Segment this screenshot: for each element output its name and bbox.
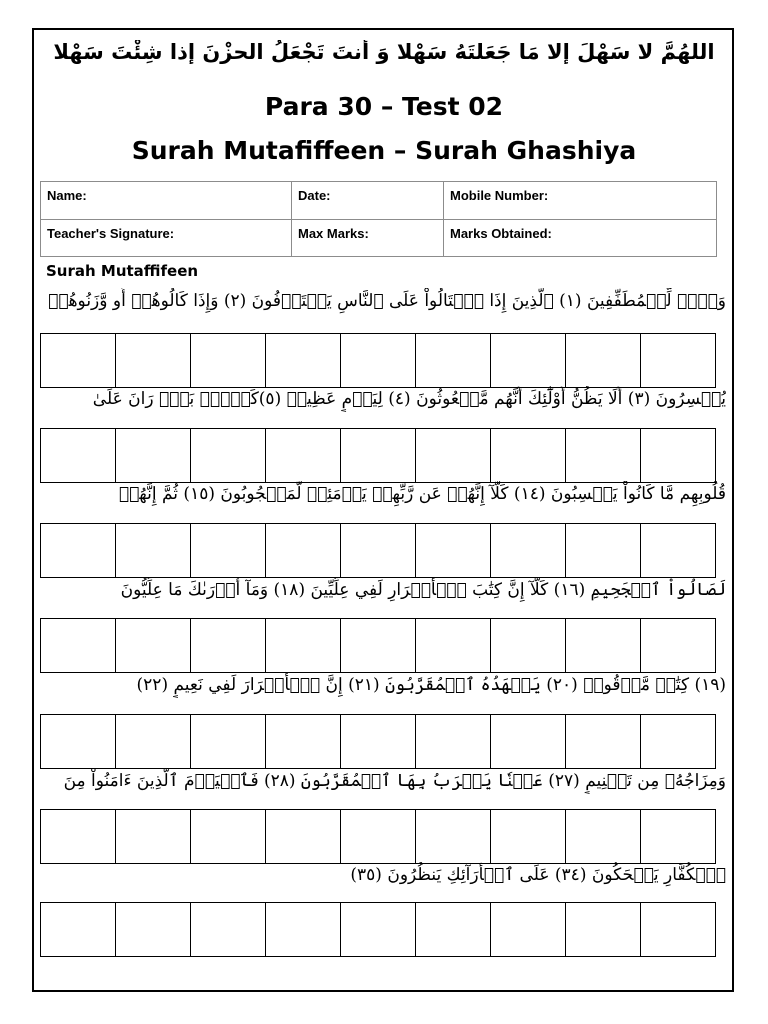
answer-cell[interactable]: [266, 810, 341, 863]
answer-cell[interactable]: [416, 524, 491, 577]
answer-cell[interactable]: [416, 903, 491, 956]
answer-cell[interactable]: [341, 334, 416, 387]
answer-cell[interactable]: [191, 334, 266, 387]
section-heading: Surah Mutaffifeen: [46, 262, 199, 280]
ayah-line: (١٩) كِتَٰبٞ مَّرۡقُومٞ (٢٠) يَشۡهَدُهُ ٱلۡمُقَرَّبُونَ (٢١) إِنَّ ٱلۡأَبۡرَارَ لَفِي نَعِيمٍ (٢٢): [136, 675, 726, 695]
answer-cell[interactable]: [491, 715, 566, 768]
marks-obtained-field[interactable]: Marks Obtained:: [444, 219, 717, 257]
answer-cell[interactable]: [566, 524, 641, 577]
answer-grid: [40, 618, 716, 673]
max-marks-field[interactable]: Max Marks:: [292, 219, 444, 257]
answer-cell[interactable]: [116, 810, 191, 863]
answer-cell[interactable]: [41, 429, 116, 482]
answer-cell[interactable]: [641, 524, 715, 577]
answer-cell[interactable]: [191, 429, 266, 482]
answer-cell[interactable]: [341, 810, 416, 863]
answer-cell[interactable]: [41, 810, 116, 863]
answer-cell[interactable]: [266, 334, 341, 387]
answer-cell[interactable]: [641, 903, 715, 956]
answer-cell[interactable]: [41, 619, 116, 672]
answer-cell[interactable]: [491, 524, 566, 577]
ayah-line: ٱلۡكُفَّارِ يَضۡحَكُونَ (٣٤) عَلَى ٱلۡأَرَآئِكِ يَنظُرُونَ (٣٥): [350, 865, 726, 885]
answer-cell[interactable]: [566, 715, 641, 768]
answer-cell[interactable]: [566, 903, 641, 956]
answer-cell[interactable]: [191, 619, 266, 672]
answer-cell[interactable]: [491, 429, 566, 482]
answer-cell[interactable]: [641, 334, 715, 387]
answer-cell[interactable]: [341, 715, 416, 768]
test-title: Para 30 – Test 02: [264, 92, 504, 121]
answer-cell[interactable]: [116, 903, 191, 956]
info-row: [41, 219, 717, 257]
answer-grid: [40, 333, 716, 388]
answer-cell[interactable]: [641, 619, 715, 672]
answer-cell[interactable]: [41, 334, 116, 387]
answer-cell[interactable]: [641, 429, 715, 482]
answer-cell[interactable]: [341, 524, 416, 577]
answer-cell[interactable]: [41, 903, 116, 956]
answer-cell[interactable]: [116, 619, 191, 672]
answer-cell[interactable]: [341, 619, 416, 672]
answer-cell[interactable]: [191, 903, 266, 956]
surah-range-title: Surah Mutafiffeen – Surah Ghashiya: [131, 136, 637, 165]
answer-cell[interactable]: [416, 619, 491, 672]
opening-dua: اللهُمَّ لا سَهْلَ إلا مَا جَعَلتَهُ سَهْلا وَ أنتَ تَجْعَلُ الحزْنَ إذا شِئْتَ سَهْلا: [53, 40, 715, 64]
answer-cell[interactable]: [116, 715, 191, 768]
ayah-line: وَيۡلٞ لِّلۡمُطَفِّفِينَ (١) ٱلَّذِينَ إِذَا ٱكۡتَالُواْ عَلَى ٱلنَّاسِ يَسۡتَوۡفُونَ (٢) وَإِذَا كَالُوهُمۡ أَو وَّزَنُوهُمۡ: [48, 291, 726, 311]
answer-cell[interactable]: [116, 524, 191, 577]
answer-cell[interactable]: [266, 429, 341, 482]
answer-cell[interactable]: [416, 810, 491, 863]
answer-cell[interactable]: [191, 715, 266, 768]
answer-cell[interactable]: [416, 334, 491, 387]
answer-cell[interactable]: [566, 334, 641, 387]
answer-cell[interactable]: [491, 903, 566, 956]
answer-cell[interactable]: [41, 524, 116, 577]
answer-cell[interactable]: [491, 619, 566, 672]
answer-cell[interactable]: [191, 810, 266, 863]
answer-grid: [40, 523, 716, 578]
answer-cell[interactable]: [566, 619, 641, 672]
answer-cell[interactable]: [566, 810, 641, 863]
answer-cell[interactable]: [416, 429, 491, 482]
answer-cell[interactable]: [266, 903, 341, 956]
answer-cell[interactable]: [641, 715, 715, 768]
ayah-line: وَمِزَاجُهُۥ مِن تَسۡنِيمٍ (٢٧) عَيۡنٗا يَشۡرَبُ بِهَا ٱلۡمُقَرَّبُونَ (٢٨) فَٱلۡيَوۡمَ ٱلَّذِينَ ءَامَنُواْ مِنَ: [63, 771, 726, 791]
answer-cell[interactable]: [41, 715, 116, 768]
ayah-line: قُلُوبِهِم مَّا كَانُواْ يَكۡسِبُونَ (١٤) كَلَّآ إِنَّهُمۡ عَن رَّبِّهِمۡ يَوۡمَئِذٖ لَّمَحۡجُوبُونَ (١٥) ثُمَّ إِنَّهُمۡ: [118, 484, 726, 504]
answer-cell[interactable]: [341, 429, 416, 482]
student-info-table: [40, 181, 717, 257]
answer-grid: [40, 714, 716, 769]
answer-grid: [40, 428, 716, 483]
ayah-line: يُخۡسِرُونَ (٣) أَلَا يَظُنُّ أُوْلَٰٓئِكَ أَنَّهُم مَّبۡعُوثُونَ (٤) لِيَوۡمٍ عَظِيمٖ (٥)كَلَّاۖ بَلۡۜ رَانَ عَلَىٰ: [92, 389, 726, 409]
answer-cell[interactable]: [491, 810, 566, 863]
teacher-signature-field[interactable]: Teacher's Signature:: [41, 219, 292, 257]
answer-cell[interactable]: [116, 334, 191, 387]
ayah-line: لَصَالُواْ ٱلۡجَحِيمِ (١٦) كَلَّآ إِنَّ كِتَٰبَ ٱلۡأَبۡرَارِ لَفِي عِلِّيِّينَ (١٨) وَمَآ أَدۡرَىٰكَ مَا عِلِّيُّونَ: [120, 580, 726, 600]
answer-cell[interactable]: [191, 524, 266, 577]
name-field[interactable]: Name:: [41, 182, 292, 220]
answer-cell[interactable]: [641, 810, 715, 863]
answer-cell[interactable]: [341, 903, 416, 956]
mobile-number-field[interactable]: Mobile Number:: [444, 182, 717, 220]
answer-cell[interactable]: [266, 619, 341, 672]
answer-cell[interactable]: [491, 334, 566, 387]
info-row: [41, 182, 717, 220]
date-field[interactable]: Date:: [292, 182, 444, 220]
answer-cell[interactable]: [266, 524, 341, 577]
answer-cell[interactable]: [416, 715, 491, 768]
answer-cell[interactable]: [566, 429, 641, 482]
answer-cell[interactable]: [116, 429, 191, 482]
answer-grid: [40, 902, 716, 957]
answer-cell[interactable]: [266, 715, 341, 768]
answer-grid: [40, 809, 716, 864]
